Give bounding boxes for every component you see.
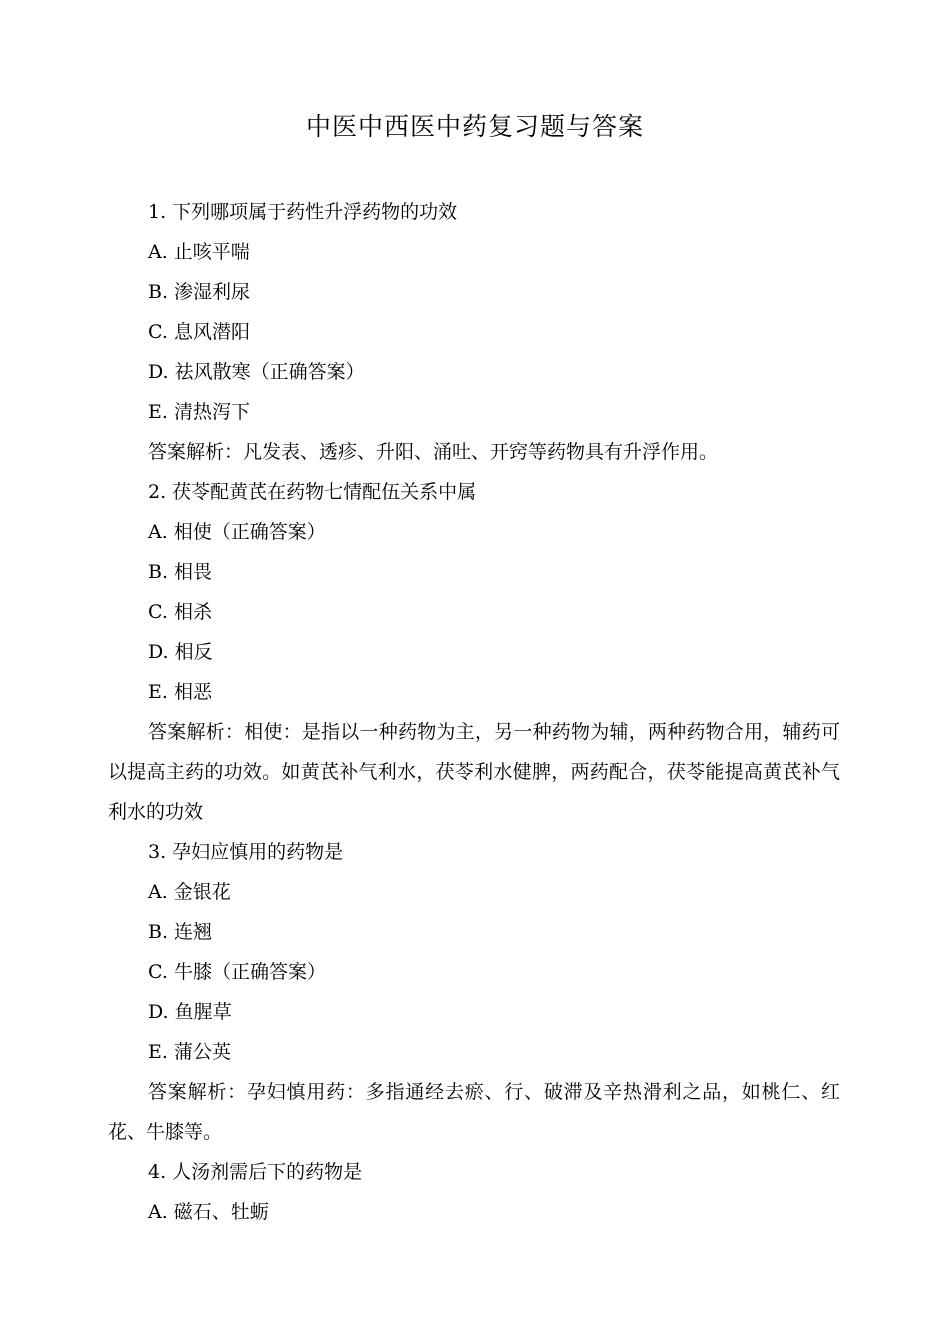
question-2-option-b: B. 相畏	[148, 561, 213, 583]
question-3-option-b: B. 连翘	[148, 921, 213, 943]
question-1-option-d: D. 祛风散寒（正确答案）	[148, 361, 365, 383]
document-title: 中医中西医中药复习题与答案	[305, 112, 644, 141]
question-3-analysis: 答案解析：孕妇慎用药：多指通经去瘀、行、破滞及辛热滑利之品，如桃仁、红花、牛膝等。	[108, 1081, 840, 1143]
question-1-option-a: A. 止咳平喘	[148, 241, 250, 263]
question-2-option-d: D. 相反	[148, 641, 213, 663]
question-1-option-e: E. 清热泻下	[148, 401, 250, 423]
question-2-option-a: A. 相使（正确答案）	[148, 521, 326, 543]
question-3-option-a: A. 金银花	[148, 881, 231, 903]
question-3-option-c: C. 牛膝（正确答案）	[148, 961, 326, 983]
question-2-option-c: C. 相杀	[148, 601, 212, 623]
question-2-option-e: E. 相恶	[148, 681, 212, 703]
question-3-stem: 3. 孕妇应慎用的药物是	[148, 841, 344, 863]
question-1-analysis: 答案解析：凡发表、透疹、升阳、涌吐、开窍等药物具有升浮作用。	[148, 441, 719, 463]
question-1-option-c: C. 息风潜阳	[148, 321, 250, 343]
question-3-option-d: D. 鱼腥草	[148, 1001, 232, 1023]
question-2-analysis: 答案解析：相使：是指以一种药物为主，另一种药物为辅，两种药物合用，辅药可以提高主药的功效。如黄芪补气利水，茯苓利水健脾，两药配合，茯苓能提高黄芪补气利水的功效	[108, 721, 840, 823]
question-1-option-b: B. 渗湿利尿	[148, 281, 251, 303]
question-3-option-e: E. 蒲公英	[148, 1041, 231, 1063]
question-1-stem: 1. 下列哪项属于药性升浮药物的功效	[148, 201, 458, 223]
question-4-option-a: A. 磁石、牡蛎	[148, 1201, 269, 1223]
question-2-stem: 2. 茯苓配黄芪在药物七情配伍关系中属	[148, 481, 477, 503]
document-body	[108, 192, 840, 1232]
question-4-stem: 4. 人汤剂需后下的药物是	[148, 1161, 363, 1183]
